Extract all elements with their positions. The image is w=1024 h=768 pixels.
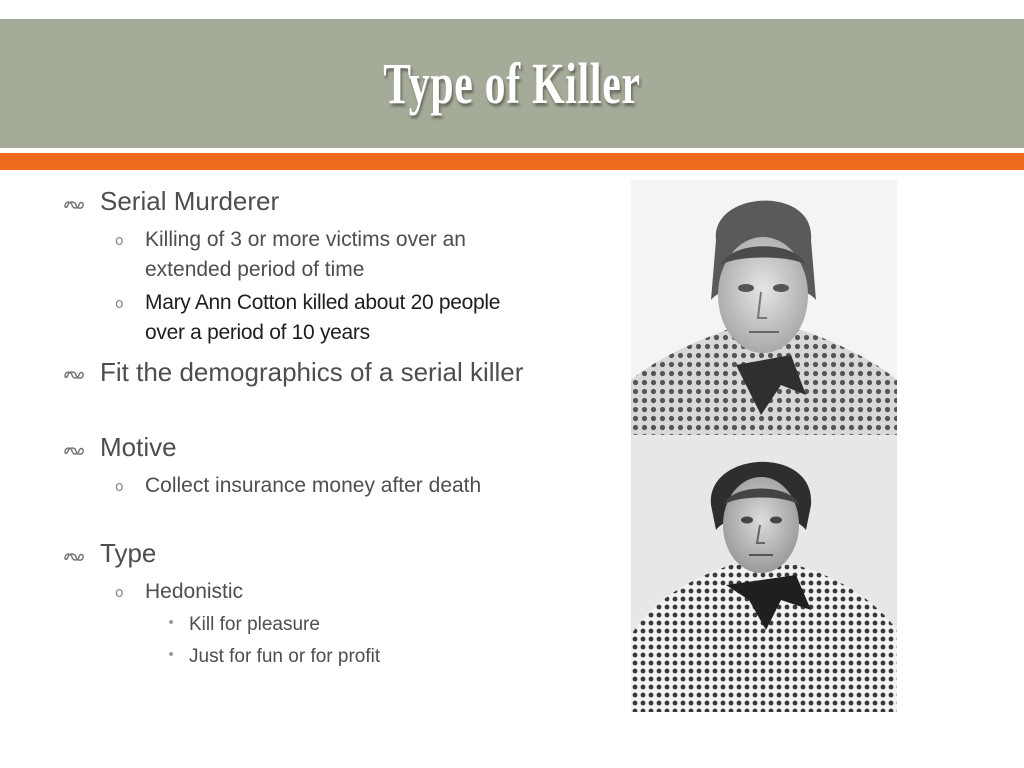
subbullet-hedonistic: Hedonistic (145, 580, 244, 603)
bullet-demographics: Fit the demographics of a serial killer (100, 357, 524, 387)
level2-bullet-icon: o (115, 585, 124, 601)
subbullet-mary-ann-cotton: Mary Ann Cotton killed about 20 people over a period of 10 years (145, 291, 501, 344)
portrait-photo-top (631, 180, 897, 435)
level2-bullet-icon: o (115, 479, 124, 495)
subbullet-definition: Killing of 3 or more victims over an extended period of time (145, 228, 466, 281)
level2-bullet-icon: o (115, 296, 124, 312)
swirl-bullet-icon (62, 197, 86, 213)
subsubbullet-kill-for-pleasure: Kill for pleasure (189, 614, 320, 635)
level2-bullet-icon: o (115, 233, 124, 249)
swirl-bullet-icon (62, 367, 86, 383)
level3-bullet-icon: • (167, 647, 176, 663)
swirl-bullet-icon (62, 549, 86, 565)
subsubbullet-fun-or-profit: Just for fun or for profit (189, 646, 381, 667)
subbullet-insurance: Collect insurance money after death (145, 474, 482, 497)
portrait-photo-bottom (631, 435, 897, 712)
bullet-type: Type (100, 538, 157, 568)
bullet-motive: Motive (100, 432, 177, 462)
swirl-bullet-icon (62, 443, 86, 459)
level3-bullet-icon: • (167, 615, 176, 631)
bullet-serial-murderer: Serial Murderer (100, 186, 280, 216)
slide-title: Type of Killer (383, 51, 641, 116)
